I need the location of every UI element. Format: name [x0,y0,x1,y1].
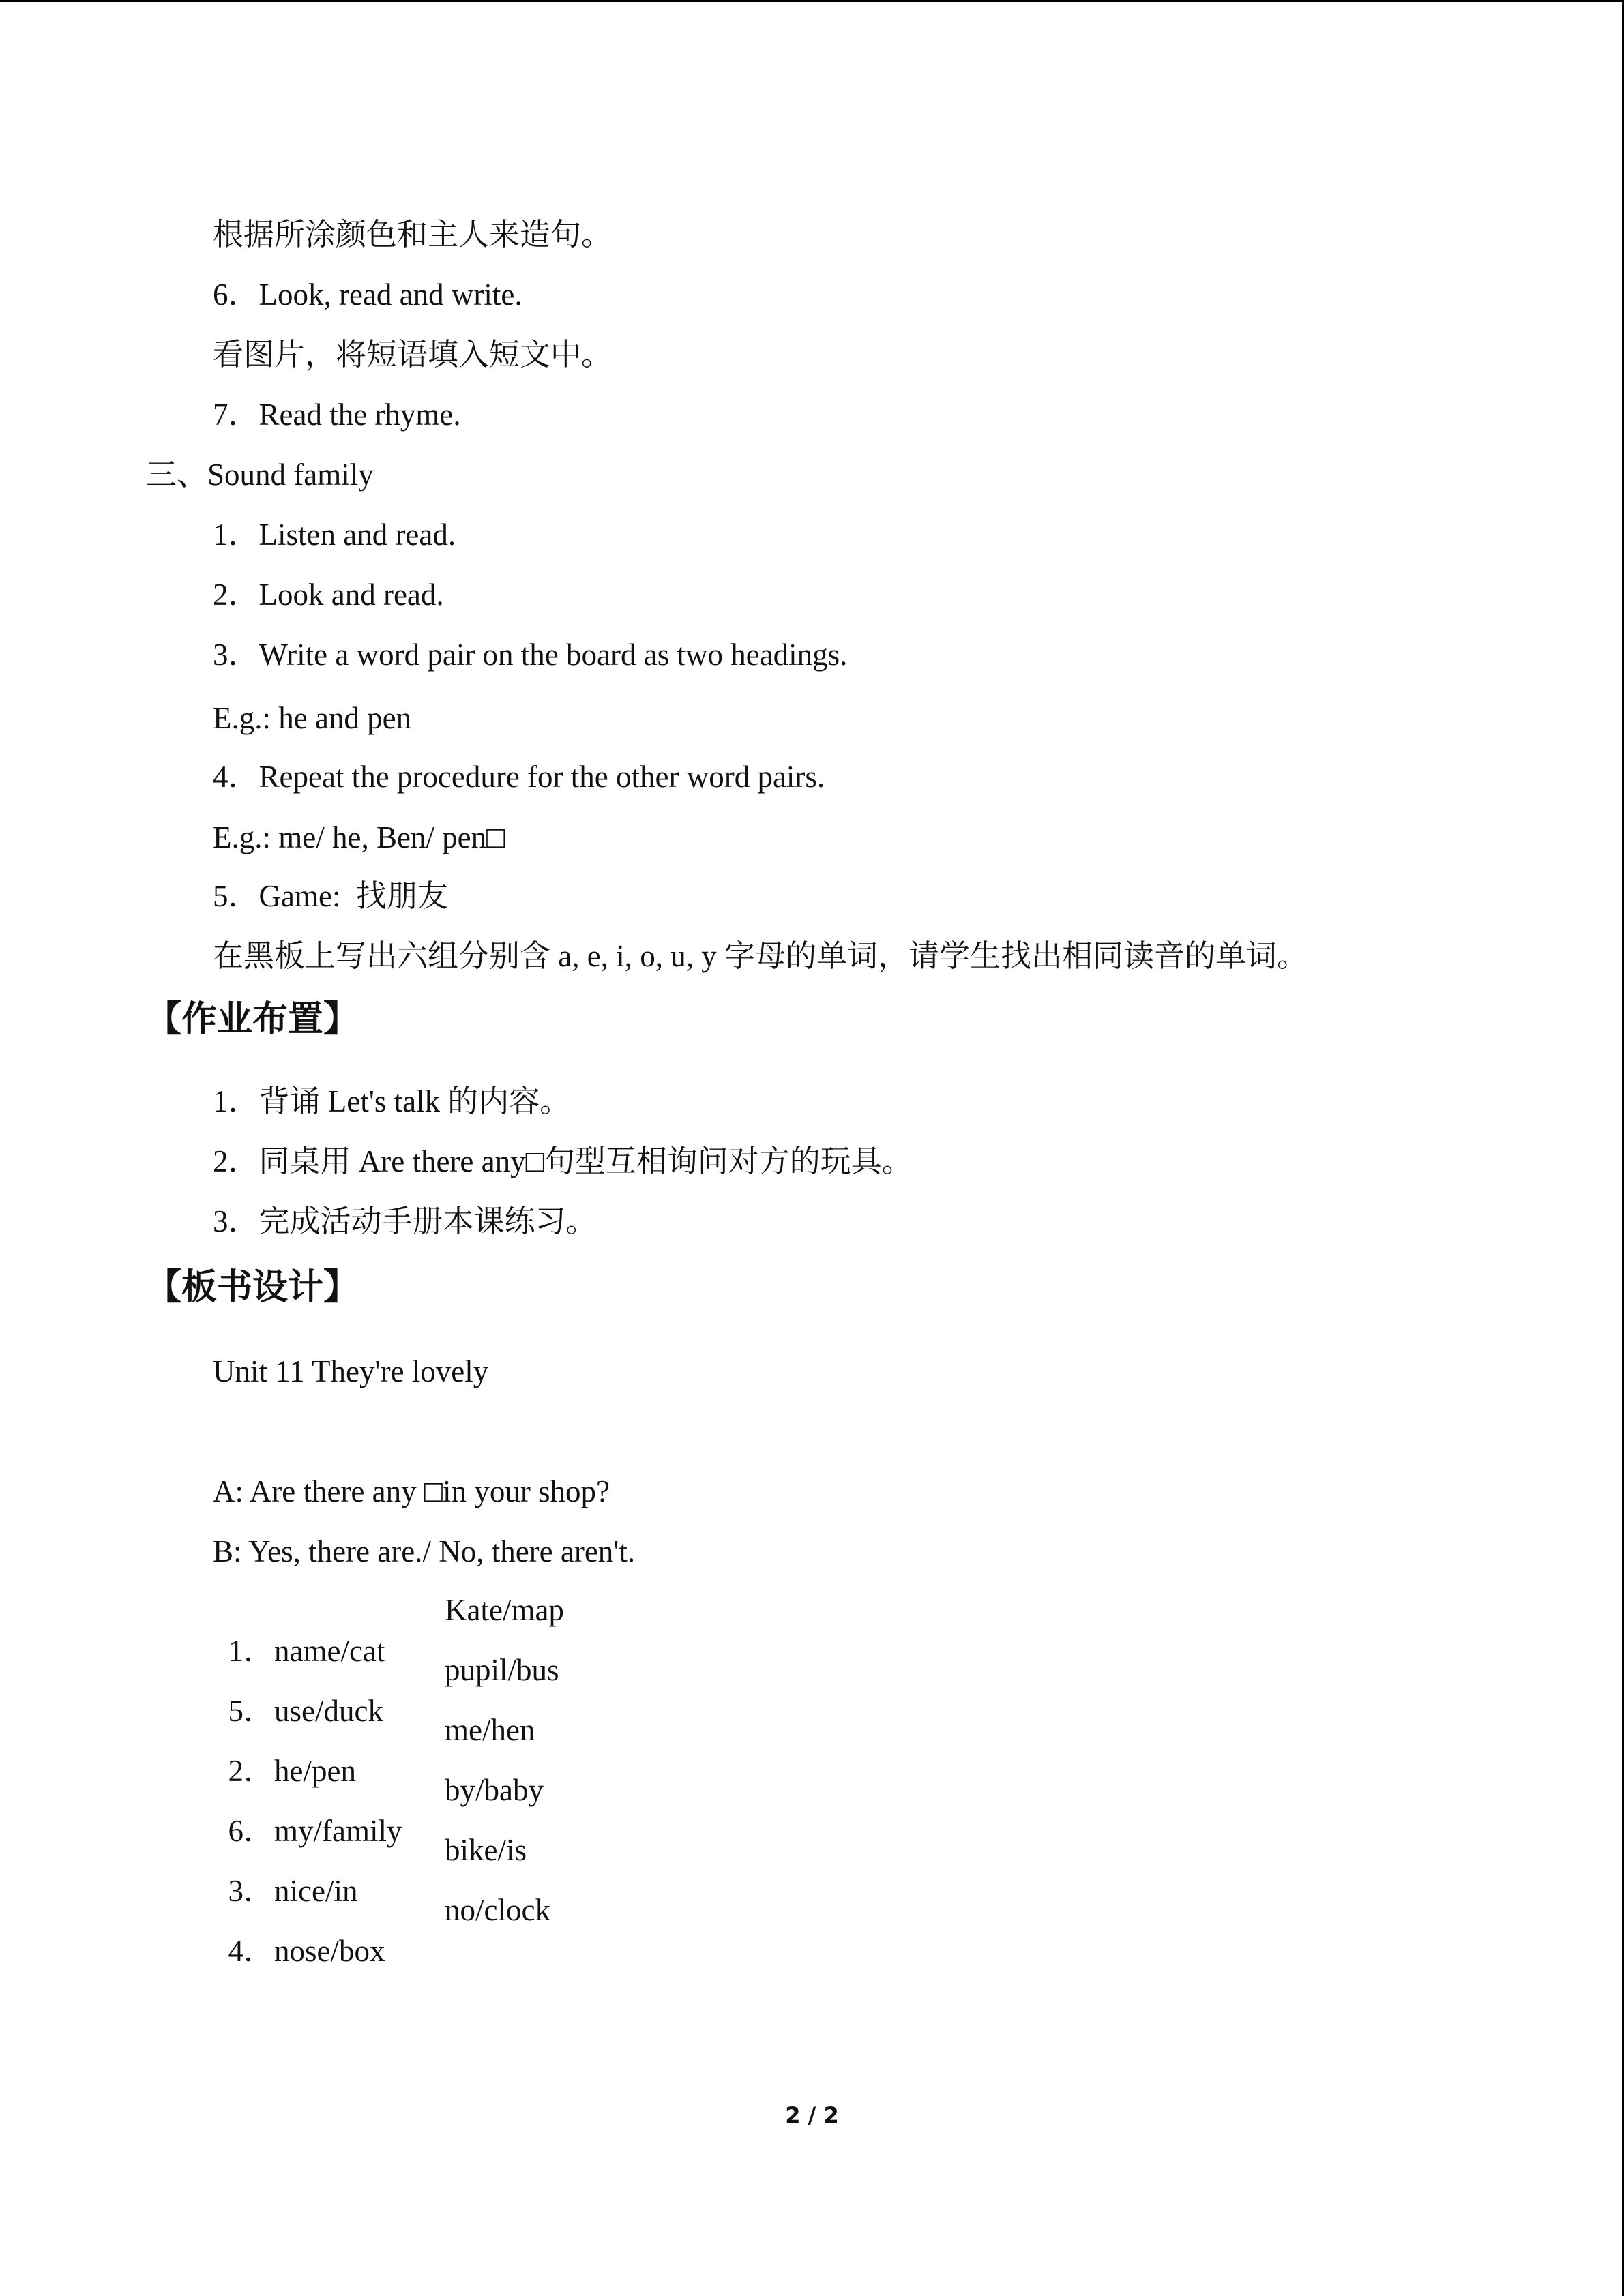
text-line: 在黑板上写出六组分别含 a, e, i, o, u, y 字母的单词，请学生找出相同读音的单词。 [213,939,1308,973]
text-line: E.g.: me/ he, Ben/ pen□ [213,820,505,854]
board-heading: 【板书设计】 [146,1267,359,1308]
homework-item: 1．背诵 Let's talk 的内容。 [213,1084,571,1118]
word-pair-right: bike/is [445,1833,527,1867]
text-line: 2．Look and read. [213,578,444,612]
text-line: 根据所涂颜色和主人来造句。 [213,218,612,252]
page-number: 2 / 2 [785,2102,839,2128]
homework-item: 3．完成活动手册本课练习。 [213,1204,597,1238]
word-pair-right: no/clock [445,1893,550,1927]
homework-heading: 【作业布置】 [146,999,359,1040]
word-pair-right: me/hen [445,1713,535,1747]
board-title: Unit 11 They're lovely [213,1354,489,1388]
word-pair-left: 4．nose/box [228,1934,385,1968]
top-border [0,0,1624,2]
board-question: A: Are there any □in your shop? [213,1474,610,1508]
word-pair-left: 1．name/cat [228,1634,385,1668]
word-pair-left: 6．my/family [228,1814,402,1848]
text-line: 4．Repeat the procedure for the other word pairs. [213,760,825,794]
text-line: 7．Read the rhyme. [213,398,461,432]
section-title: 三、Sound family [146,458,374,492]
word-pair-right: pupil/bus [445,1653,559,1687]
word-pair-left: 3．nice/in [228,1874,358,1908]
text-line: E.g.: he and pen [213,701,412,735]
text-line: 3．Write a word pair on the board as two headings. [213,638,848,672]
homework-item: 2．同桌用 Are there any□句型互相询问对方的玩具。 [213,1144,913,1178]
word-pair-right: Kate/map [445,1593,564,1627]
word-pair-left: 2．he/pen [228,1754,356,1788]
word-pair-row [213,1890,550,2012]
board-answer: B: Yes, there are./ No, there aren't. [213,1534,636,1568]
word-pair-right: by/baby [445,1773,544,1807]
word-pair-left: 5．use/duck [228,1694,383,1728]
text-line: 5．Game: 找朋友 [213,879,448,913]
text-line: 看图片，将短语填入短文中。 [213,338,612,372]
text-line: 6．Look, read and write. [213,278,522,312]
text-line: 1．Listen and read. [213,518,456,552]
